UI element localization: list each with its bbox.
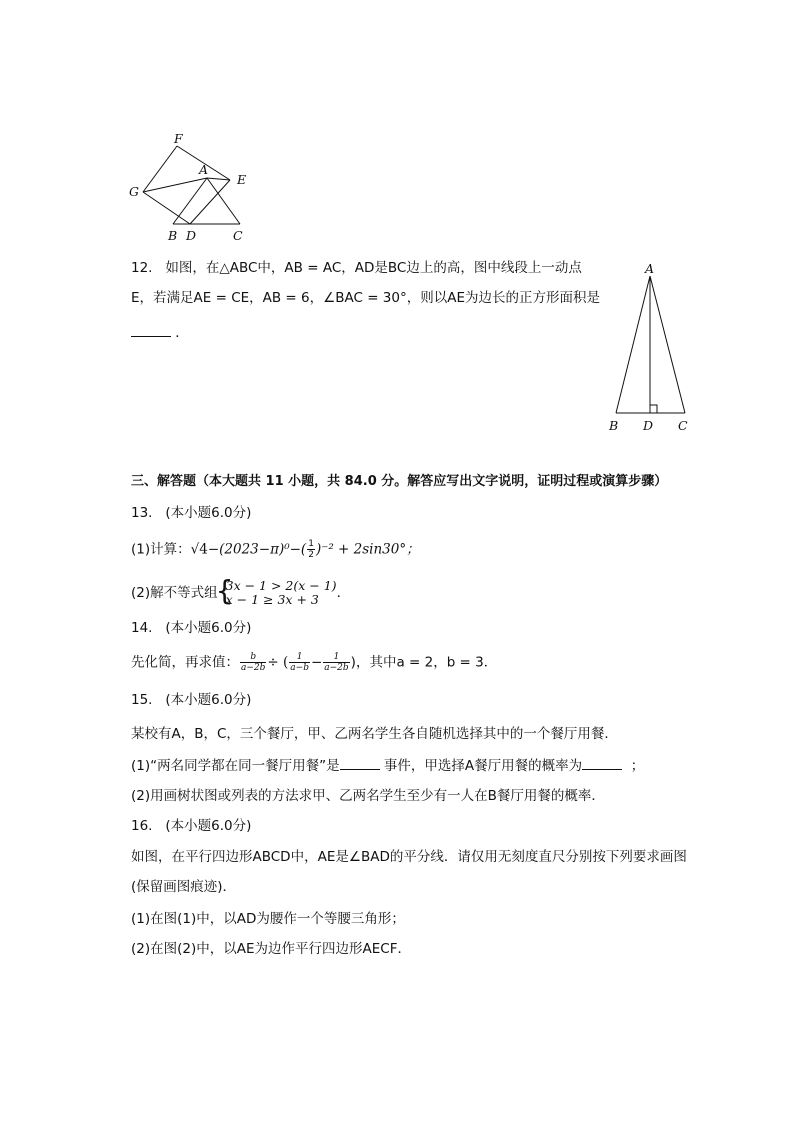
q13-part2-end: ． (336, 585, 351, 601)
q15-intro: 某校有A，B，C，三个餐厅，甲、乙两名学生各自随机选择其中的一个餐厅用餐． (131, 726, 618, 742)
q13-inequality-system (218, 579, 337, 607)
right-angle-mark (650, 405, 657, 413)
q14-expression (131, 652, 497, 673)
q13-part2-prefix: (2)解不等式组 (131, 585, 218, 601)
q13-inequality-2: x − 1 ≥ 3x + 3 (225, 592, 319, 607)
label-a: A (199, 162, 209, 177)
q15-score: (本小题6.0分) (165, 692, 252, 708)
figure-q11 (125, 130, 255, 245)
q14-header (131, 618, 251, 638)
q15-part1-a: (1)“两名同学都在同一餐厅用餐”是 (131, 758, 340, 774)
q12-text3: ． (175, 325, 189, 341)
q14-minus: − (310, 654, 323, 671)
q13-part1 (131, 539, 420, 560)
q13-part1-prefix: (1)计算： (131, 541, 191, 558)
q15-blank-1[interactable] (340, 755, 380, 770)
label-c: C (233, 228, 243, 243)
q12-line3 (131, 322, 189, 343)
q12-line1 (131, 258, 582, 278)
q16-part2: (2)在图(2)中，以AE为边作平行四边形AECF． (131, 941, 411, 957)
q16-line2: (保留画图痕迹)． (131, 879, 237, 895)
q15-part1 (131, 755, 644, 776)
label-g: G (129, 184, 139, 199)
q16-number: 16. (131, 818, 153, 834)
segment-ac (207, 178, 240, 224)
q13-header (131, 503, 251, 523)
q16-part1: (1)在图(1)中，以AD为腰作一个等腰三角形； (131, 911, 405, 927)
section3-title: 三、解答题（本大题共 11 小题，共 84.0 分。解答应写出文字说明，证明过程或演算步骤） (131, 474, 668, 489)
q16-line1: 如图，在平行四边形ABCD中，AE是∠BAD的平分线．请仅用无刻度直尺分别按下列要求画图 (131, 849, 687, 865)
q13-part2 (131, 578, 350, 608)
label-e: E (237, 172, 247, 187)
figure-q12 (605, 260, 705, 440)
q13-part1-end: )⁻² + 2sin30°； (315, 541, 420, 558)
q14-fraction-3: $\frac{1}{a-2b}$ (324, 652, 349, 673)
q15-blank-2[interactable] (582, 755, 622, 770)
q13-inequality-1: { 3x − 1 > 2(x − 1) (225, 578, 337, 593)
q13-number: 13. (131, 505, 153, 521)
segment-ga (143, 178, 207, 192)
label-c: C (678, 418, 688, 433)
q13-sqrt: √4 (190, 541, 208, 558)
label-d: D (186, 228, 197, 243)
q15-header (131, 690, 251, 710)
q12-text2: E，若满足AE = CE，AB = 6，∠BAC = 30°，则以AE为边长的正方形面积是 (131, 290, 600, 306)
label-a: A (645, 261, 655, 276)
label-d: D (643, 418, 654, 433)
segment-gf (143, 146, 177, 192)
q13-score: (本小题6.0分) (165, 505, 252, 521)
label-b: B (168, 228, 178, 243)
segment-ac (650, 276, 685, 413)
q12-line2 (131, 288, 600, 308)
label-b: B (609, 418, 619, 433)
q15-part2: (2)用画树状图或列表的方法求甲、乙两名学生至少有一人在B餐厅用餐的概率． (131, 788, 605, 804)
q14-score: (本小题6.0分) (165, 620, 252, 636)
q14-fraction-1: $\frac{b}{a-2b}$ (241, 652, 266, 673)
q16-header (131, 816, 251, 836)
q15-number: 15. (131, 692, 153, 708)
segment-ab (173, 178, 207, 224)
q14-prefix: 先化简，再求值： (131, 654, 239, 671)
q14-number: 14. (131, 620, 153, 636)
q15-part1-c: ； (630, 758, 645, 774)
label-f: F (174, 131, 183, 146)
q12-answer-blank[interactable] (131, 322, 171, 337)
q14-suffix: )，其中a = 2，b = 3． (350, 654, 498, 671)
segment-ab (616, 276, 650, 413)
q15-part1-b: 事件，甲选择A餐厅用餐的概率为 (383, 758, 583, 774)
q13-fraction: $\frac{1}{2}$ (308, 539, 314, 560)
q14-div: ÷ ( (267, 654, 289, 671)
q13-part1-mid: −(2023−π)⁰−( (207, 541, 307, 558)
q16-score: (本小题6.0分) (165, 818, 252, 834)
q14-fraction-2: $\frac{1}{a-b}$ (290, 652, 309, 673)
segment-gd (143, 192, 190, 224)
q12-number: 12. (131, 260, 153, 276)
q12-text1: 如图，在△ABC中，AB = AC，AD是BC边上的高，图中线段上一动点 (165, 260, 582, 276)
